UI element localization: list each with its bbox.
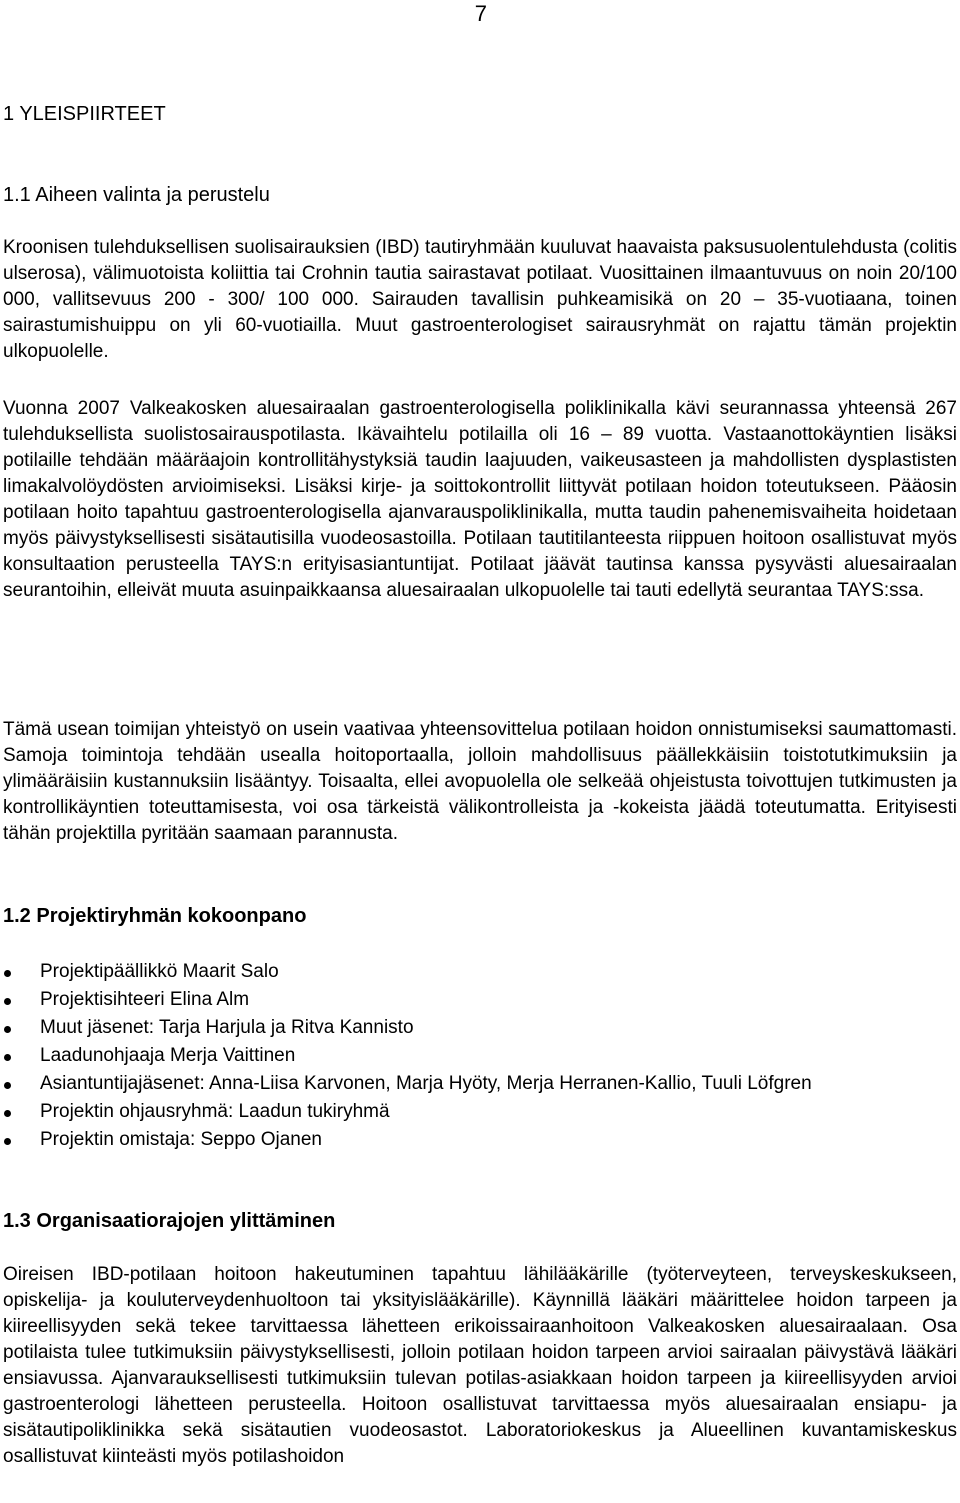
bullet-icon	[4, 998, 11, 1005]
list-item-text: Projektipäällikkö Maarit Salo	[40, 961, 279, 982]
list-item	[3, 1042, 957, 1070]
section-1-1-title: 1.1 Aiheen valinta ja perustelu	[3, 184, 270, 206]
section-1-1-paragraph-2: Vuonna 2007 Valkeakosken aluesairaalan gastroenterologisella poliklinikalla kävi seurannassa yhteensä 267 tulehduksellista suolistosairauspotilasta. Ikävaihtelu potilailla oli 16 – 89 vuotta. Vastaanottokäyntien lisäksi potilaille tehdään määräajoin kontrollitähystyksiä taudin laajuuden, vaikeusasteen ja mahdollisten dysplastisten limakalvolöydösten arvioimiseksi. Lisäksi kirje- ja soittokontrollit liittyvät potilaan hoidon toteutukseen. Pääosin potilaan hoito tapahtuu gastroenterologisella ajanvarauspoliklinikalla, mutta taudin pahenemisvaiheita hoidetaan myös päivystyksellisesti sisätautisilla vuodeosastoilla. Potilaan tautitilanteesta riippuen hoitoon osallistuvat myös konsultaation perusteella TAYS:n erityisasiantuntijat. Potilaat jäävät tautinsa kanssa pysyvästi aluesairaalan seurantoihin, elleivät muuta asuinpaikkaansa aluesairaalan ulkopuolelle tai tauti edellytä seurantaa TAYS:ssa.	[3, 398, 957, 601]
bullet-icon	[4, 970, 11, 977]
list-item	[3, 958, 957, 986]
chapter-heading: 1 YLEISPIIRTEET	[3, 103, 166, 125]
list-item-text: Projektisihteeri Elina Alm	[40, 989, 250, 1010]
section-1-1-paragraph-1: Kroonisen tulehduksellisen suolisairauksien (IBD) tautiryhmään kuuluvat haavaista paksusuolentulehdusta (colitis ulserosa), välimuotoista koliittia tai Crohnin tautia sairastavat potilaat. Vuosittainen ilmaantuvuus on noin 20/100 000, vallitsevuus 200 - 300/ 100 000. Sairauden tavallisin puhkeamisikä on 20 – 35-vuotiaana, toinen sairastumishuippu on yli 60-vuotiailla. Muut gastroenterologiset sairausryhmät on rajattu tämän projektin ulkopuolelle.	[3, 237, 957, 362]
bullet-icon	[4, 1110, 11, 1117]
bullet-icon	[4, 1054, 11, 1061]
list-item-text: Asiantuntijajäsenet: Anna-Liisa Karvonen, Marja Hyöty, Merja Herranen-Kallio, Tuuli Löfgren	[40, 1073, 812, 1094]
list-item	[3, 1014, 957, 1042]
section-1-3-title: 1.3 Organisaatiorajojen ylittäminen	[3, 1210, 336, 1232]
bullet-icon	[4, 1138, 11, 1145]
list-item-text: Laadunohjaaja Merja Vaittinen	[40, 1045, 296, 1066]
bullet-icon	[4, 1026, 11, 1033]
section-1-3-paragraph-1: Oireisen IBD-potilaan hoitoon hakeutuminen tapahtuu lähilääkärille (työterveyteen, terveyskeskukseen, opiskelija- ja kouluterveydenhuoltoon tai yksityislääkärille). Käynnillä lääkäri määrittelee hoidon tarpeen ja kiireellisyyden sekä tekee tarvittaessa lähetteen erikoissairaanhoitoon Valkeakosken aluesairaalaan. Osa potilaista tulee tutkimuksiin päivystyksellisesti, jolloin potilaan hoidon tarpeen arvioi sairaalan päivystävä lääkäri ensiavussa. Ajanvarauksellisesti tutkimuksiin tulevan potilas-asiakkaan hoidon tarpeen ja kiireellisyyden arvioi gastroenterologi lähetteen perusteella. Hoitoon osallistuvat tarvittaessa myös aluesairaalan ensiapu- ja sisätautipoliklinikka sekä sisätautien vuodeosastot. Laboratoriokeskus ja Alueellinen kuvantamiskeskus osallistuvat kiinteästi myös potilashoidon	[3, 1264, 957, 1467]
section-1-1-paragraph-3: Tämä usean toimijan yhteistyö on usein vaativaa yhteensovittelua potilaan hoidon onnistumiseksi saumattomasti. Samoja toimintoja tehdään usealla hoitoportaalla, jolloin mahdollisuus päällekkäisiin toistotutkimuksiin ja ylimääräisiin kustannuksiin lisääntyy. Toisaalta, ellei avopuolella ole selkeää ohjeistusta toivottujen tutkimusten ja kontrollikäyntien toteuttamisesta, voi osa tärkeistä välikontrolleista ja -kokeista jäädä toteutumatta. Erityisesti tähän projektilla pyritään saamaan parannusta.	[3, 719, 957, 844]
page-number: 7	[474, 1, 487, 26]
list-item-text: Projektin omistaja: Seppo Ojanen	[40, 1129, 322, 1150]
list-item	[3, 1070, 957, 1098]
list-item	[3, 1126, 957, 1154]
list-item	[3, 1098, 957, 1126]
document-page	[3, 0, 957, 1503]
section-1-2-title: 1.2 Projektiryhmän kokoonpano	[3, 905, 307, 927]
bullet-icon	[4, 1082, 11, 1089]
list-item-text: Projektin ohjausryhmä: Laadun tukiryhmä	[40, 1101, 390, 1122]
list-item-text: Muut jäsenet: Tarja Harjula ja Ritva Kannisto	[40, 1017, 414, 1038]
list-item	[3, 986, 957, 1014]
project-group-list	[3, 958, 957, 1154]
